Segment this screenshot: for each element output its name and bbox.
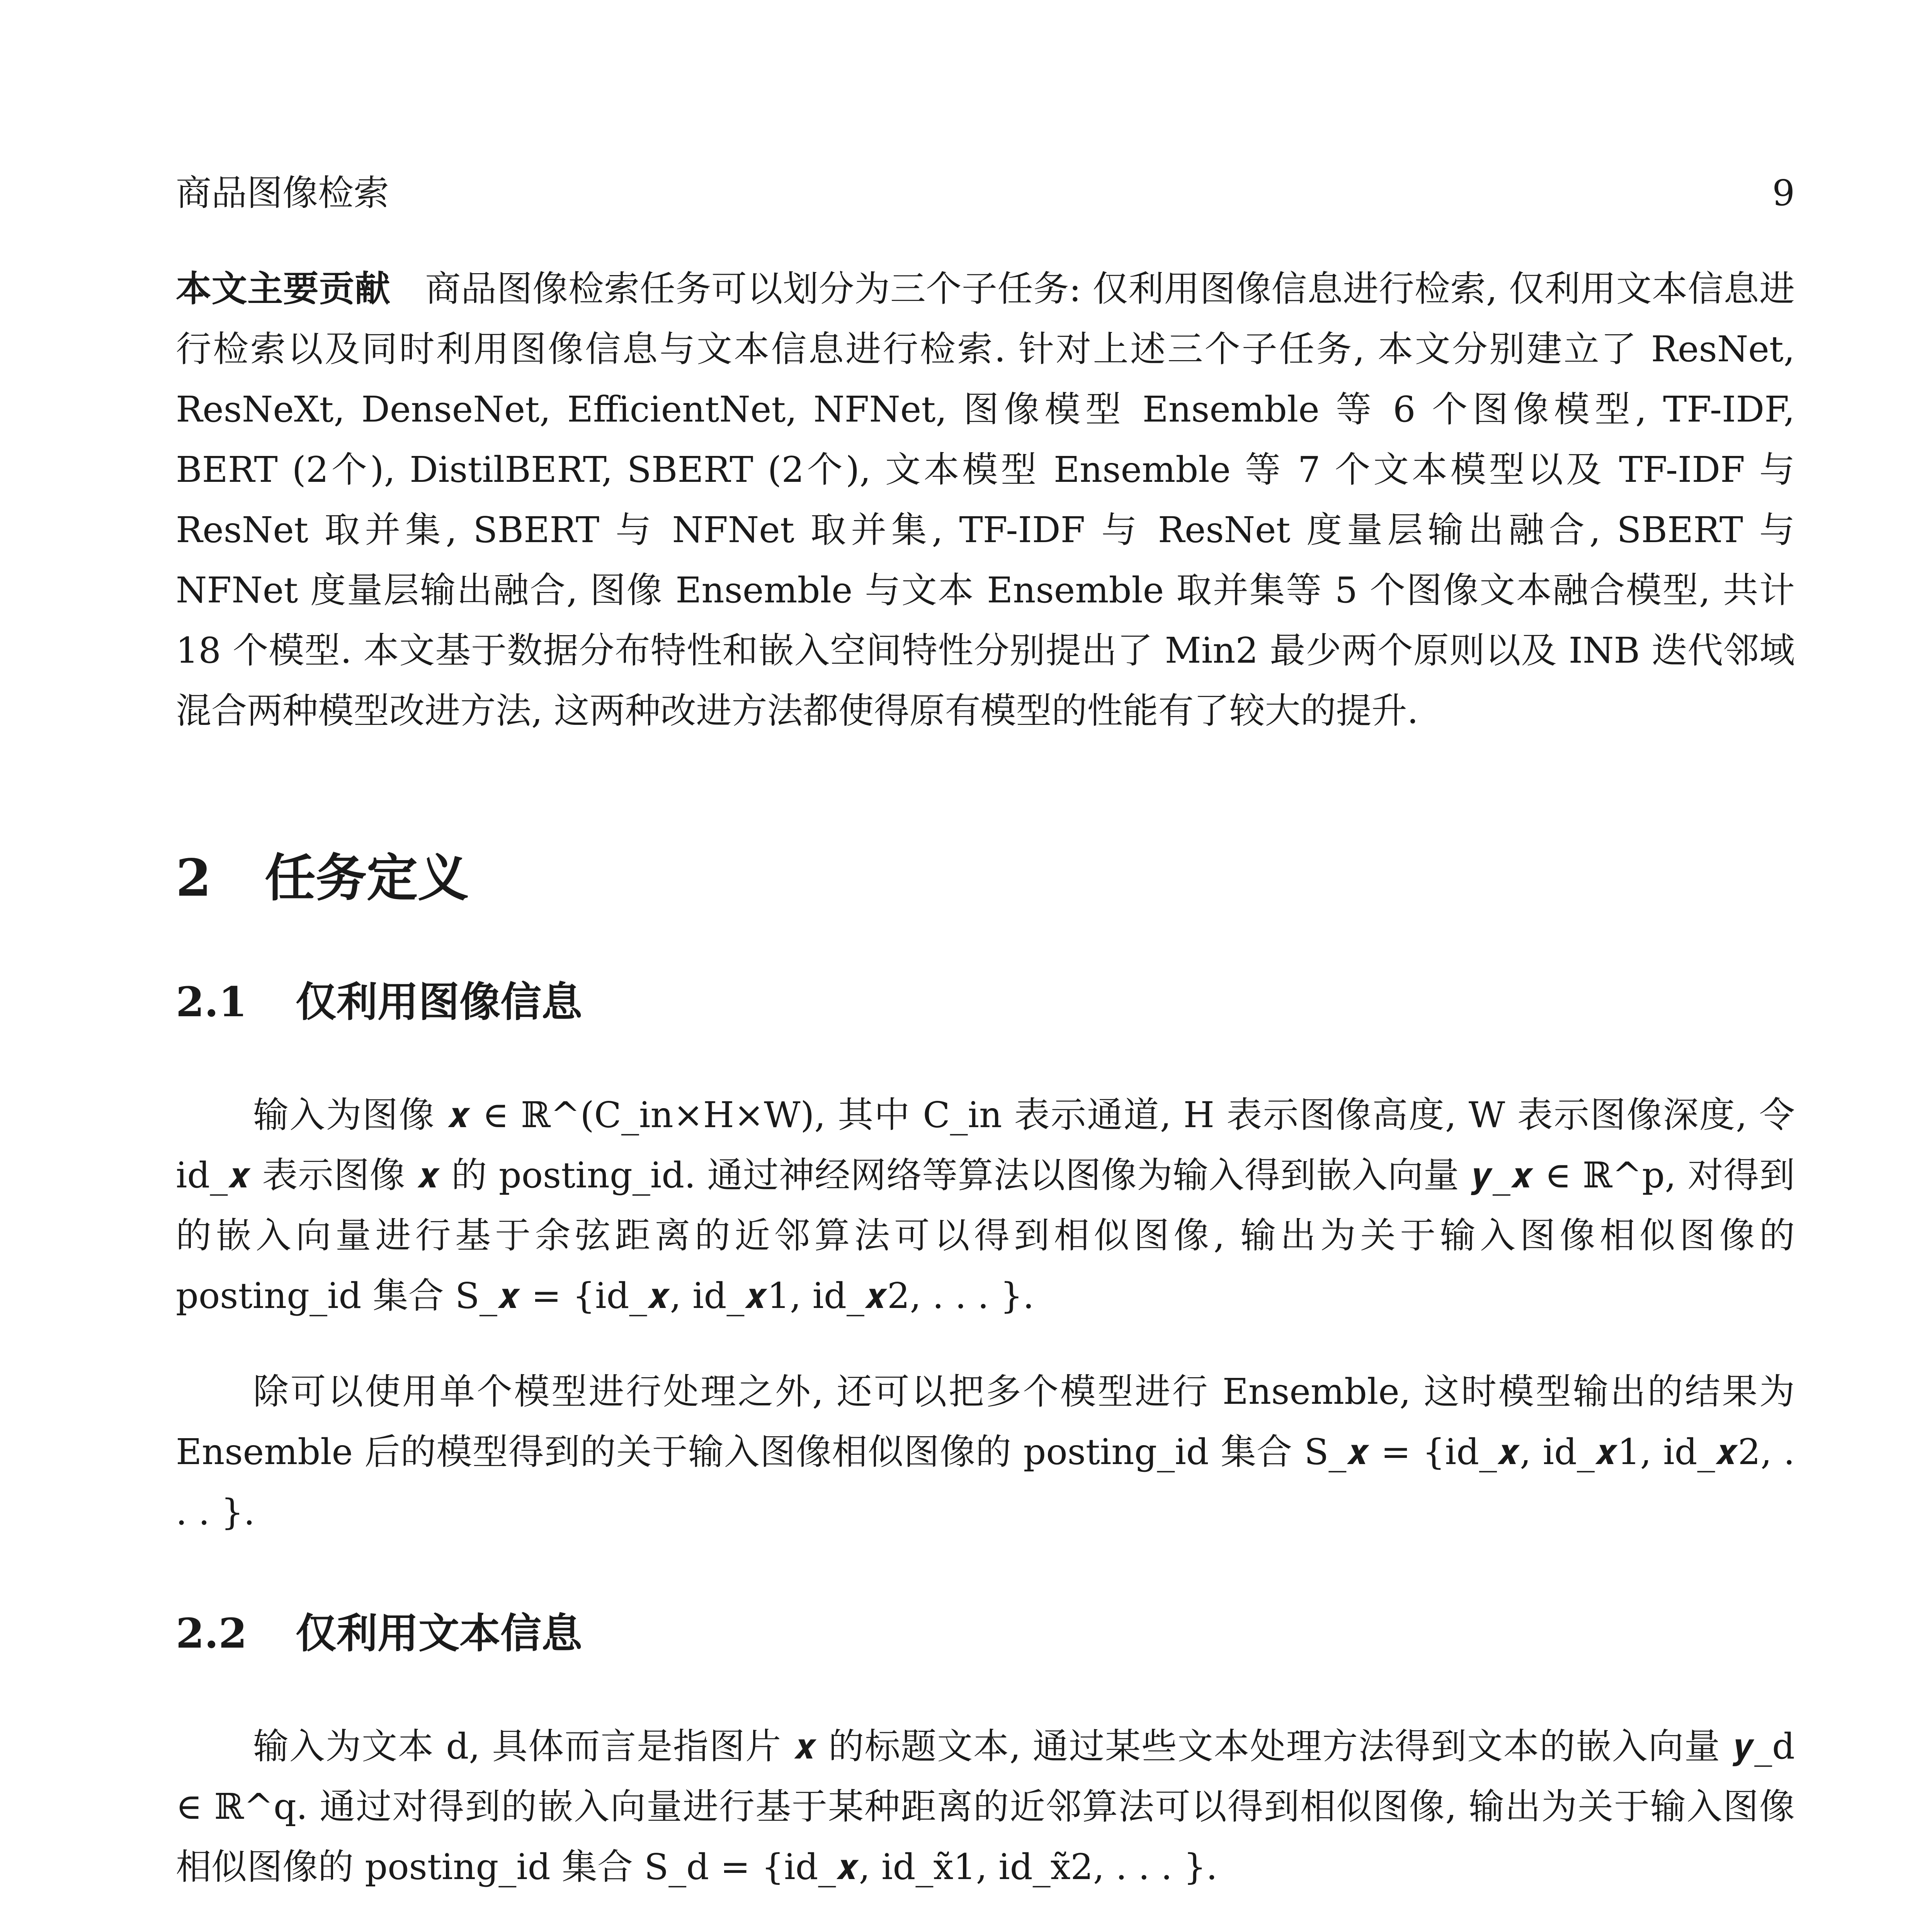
page-number: 9 xyxy=(1772,172,1795,214)
image-only-paragraph-2: 除可以使用单个模型进行处理之外, 还可以把多个模型进行 Ensemble, 这时模型输出的结果为 Ensemble 后的模型得到的关于输入图像相似图像的 posting_id 集合 S_𝒙 = {id_𝒙, id_𝒙1, id_𝒙2, . . . }. xyxy=(176,1371,1795,1533)
subsection-number: 2.1 xyxy=(176,978,247,1026)
subsection-heading-image-only xyxy=(176,977,1795,1027)
subsection-title: 仅利用文本信息 xyxy=(296,1610,582,1657)
running-header xyxy=(176,170,1795,216)
subsection-number: 2.2 xyxy=(176,1609,247,1657)
running-title: 商品图像检索 xyxy=(176,172,389,214)
subsection-heading-text-only xyxy=(176,1608,1795,1658)
image-only-paragraph-1: 输入为图像 𝒙 ∈ ℝ^(C_in×H×W), 其中 C_in 表示通道, H 表示图像高度, W 表示图像深度, 令 id_𝒙 表示图像 𝒙 的 posting_id. 通过神经网络等算法以图像为输入得到嵌入向量 𝒚_𝒙 ∈ ℝ^p, 对得到的嵌入向量进行基于余弦距离的近邻算法可以得到相似图像, 输出为关于输入图像相似图像的 posting_id 集合 S_𝒙 = {id_𝒙, id_𝒙1, id_𝒙2, . . . }. xyxy=(176,1094,1795,1316)
contribution-text: 商品图像检索任务可以划分为三个子任务: 仅利用图像信息进行检索, 仅利用文本信息进行检索以及同时利用图像信息与文本信息进行检索. 针对上述三个子任务, 本文分别建立了 ResNet, ResNeXt, DenseNet, EfficientNet, NFNet, 图像模型 Ensemble 等 6 个图像模型, TF-IDF, BERT (2个), DistilBERT, SBERT (2个), 文本模型 Ensemble 等 7 个文本模型以及 TF-IDF 与 ResNet 取并集, SBERT 与 NFNet 取并集, TF-IDF 与 ResNet 度量层输出融合, SBERT 与 NFNet 度量层输出融合, 图像 Ensemble 与文本 Ensemble 取并集等 5 个图像文本融合模型, 共计 18 个模型. 本文基于数据分布特性和嵌入空间特性分别提出了 Min2 最少两个原则以及 INB 迭代邻域混合两种模型改进方法, 这两种改进方法都使得原有模型的性能有了较大的提升. xyxy=(176,268,1795,731)
text-only-paragraph-1: 输入为文本 d, 具体而言是指图片 𝒙 的标题文本, 通过某些文本处理方法得到文本的嵌入向量 𝒚_d ∈ ℝ^q. 通过对得到的嵌入向量进行基于某种距离的近邻算法可以得到相似图像, 输出为关于输入图像相似图像的 posting_id 集合 S_d = {id_𝒙, id_x̃1, id_x̃2, . . . }. xyxy=(176,1726,1795,1888)
paper-page xyxy=(176,170,1795,1932)
subsection-title: 仅利用图像信息 xyxy=(296,978,582,1026)
section-number: 2 xyxy=(176,848,211,908)
section-title: 任务定义 xyxy=(265,849,469,908)
contribution-paragraph xyxy=(176,259,1795,741)
section-heading-task-definition xyxy=(176,845,1795,911)
contribution-title: 本文主要贡献 xyxy=(176,268,391,310)
